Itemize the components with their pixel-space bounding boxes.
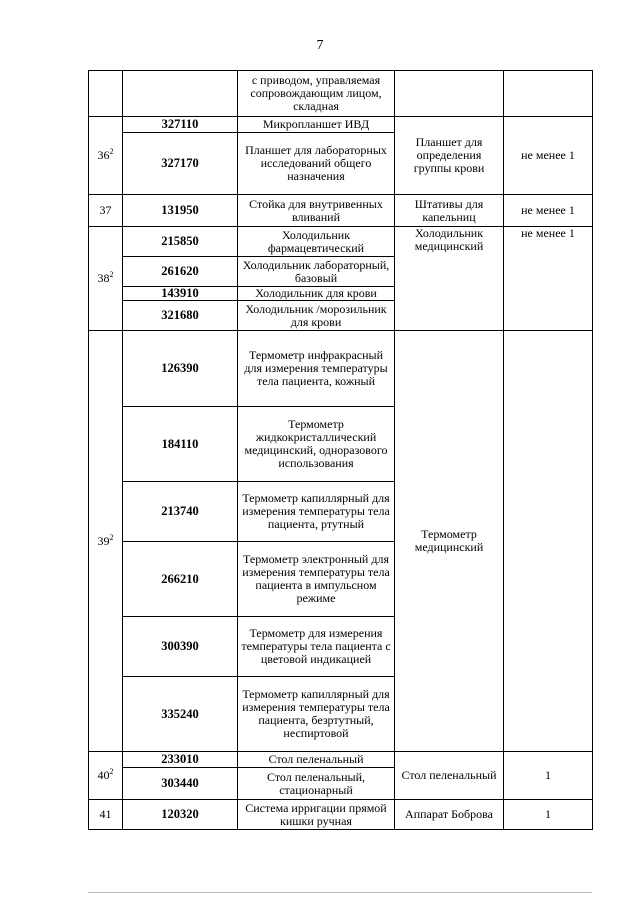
table-row <box>89 71 593 117</box>
table-row <box>89 752 593 768</box>
group-name: Штативы для капельниц <box>395 195 504 227</box>
page-bottom-divider <box>88 892 592 893</box>
page-number: 7 <box>316 38 324 53</box>
item-name: Холодильник /морозильник для крови <box>238 301 395 331</box>
item-code: 303440 <box>123 768 238 800</box>
item-code: 184110 <box>123 407 238 482</box>
item-code: 143910 <box>123 287 238 301</box>
table-row <box>89 800 593 830</box>
item-code: 327110 <box>123 117 238 133</box>
item-code: 327170 <box>123 133 238 195</box>
group-name: Стол пеленальный <box>395 752 504 800</box>
item-code: 120320 <box>123 800 238 830</box>
row-number: 41 <box>89 800 123 830</box>
item-name: Планшет для лабораторных исследований общего назначения <box>238 133 395 195</box>
item-name: Стойка для внутривенных вливаний <box>238 195 395 227</box>
table-row <box>89 331 593 407</box>
item-code: 213740 <box>123 482 238 542</box>
item-code: 335240 <box>123 677 238 752</box>
table-row <box>89 117 593 133</box>
row-number: $36^2$ <box>89 117 123 195</box>
item-name: Система ирригации прямой кишки ручная <box>238 800 395 830</box>
item-name: Холодильник фармацевтический <box>238 227 395 257</box>
row-number: $40^2$ <box>89 752 123 800</box>
item-code: 261620 <box>123 257 238 287</box>
item-name: Термометр капиллярный для измерения температуры тела пациента, безртутный, неспиртовой <box>238 677 395 752</box>
quantity <box>504 331 593 752</box>
num-cell <box>89 71 123 117</box>
item-name: Холодильник для крови <box>238 287 395 301</box>
item-name: Термометр для измерения температуры тела пациента с цветовой индикацией <box>238 617 395 677</box>
quantity: 1 <box>504 752 593 800</box>
item-name: Стол пеленальный <box>238 752 395 768</box>
item-name: Термометр капиллярный для измерения температуры тела пациента, ртутный <box>238 482 395 542</box>
item-name: Холодильник лабораторный, базовый <box>238 257 395 287</box>
group-name: Планшет для определения группы крови <box>395 117 504 195</box>
quantity: 1 <box>504 800 593 830</box>
table-row <box>89 195 593 227</box>
row-number: 37 <box>89 195 123 227</box>
equipment-table <box>88 70 593 830</box>
item-code: 321680 <box>123 301 238 331</box>
group-name: Термометр медицинский <box>395 331 504 752</box>
item-name: Стол пеленальный, стационарный <box>238 768 395 800</box>
item-code: 233010 <box>123 752 238 768</box>
item-name: Микропланшет ИВД <box>238 117 395 133</box>
item-code: 131950 <box>123 195 238 227</box>
group-name: Холодильник медицинский <box>395 227 504 331</box>
quantity: не менее 1 <box>504 195 593 227</box>
group-name: Аппарат Боброва <box>395 800 504 830</box>
item-code: 300390 <box>123 617 238 677</box>
item-name: Термометр инфракрасный для измерения температуры тела пациента, кожный <box>238 331 395 407</box>
item-code: 215850 <box>123 227 238 257</box>
group-cell <box>395 71 504 117</box>
item-name: Термометр жидкокристаллический медицинский, одноразового использования <box>238 407 395 482</box>
quantity: не менее 1 <box>504 227 593 331</box>
qty-cell <box>504 71 593 117</box>
item-name: Термометр электронный для измерения температуры тела пациента в импульсном режиме <box>238 542 395 617</box>
table-row <box>89 227 593 257</box>
item-code: 266210 <box>123 542 238 617</box>
item-code: 126390 <box>123 331 238 407</box>
row-number: $39^2$ <box>89 331 123 752</box>
code-cell <box>123 71 238 117</box>
quantity: не менее 1 <box>504 117 593 195</box>
name-cell: с приводом, управляемая сопровождающим лицом, складная <box>238 71 395 117</box>
row-number: $38^2$ <box>89 227 123 331</box>
